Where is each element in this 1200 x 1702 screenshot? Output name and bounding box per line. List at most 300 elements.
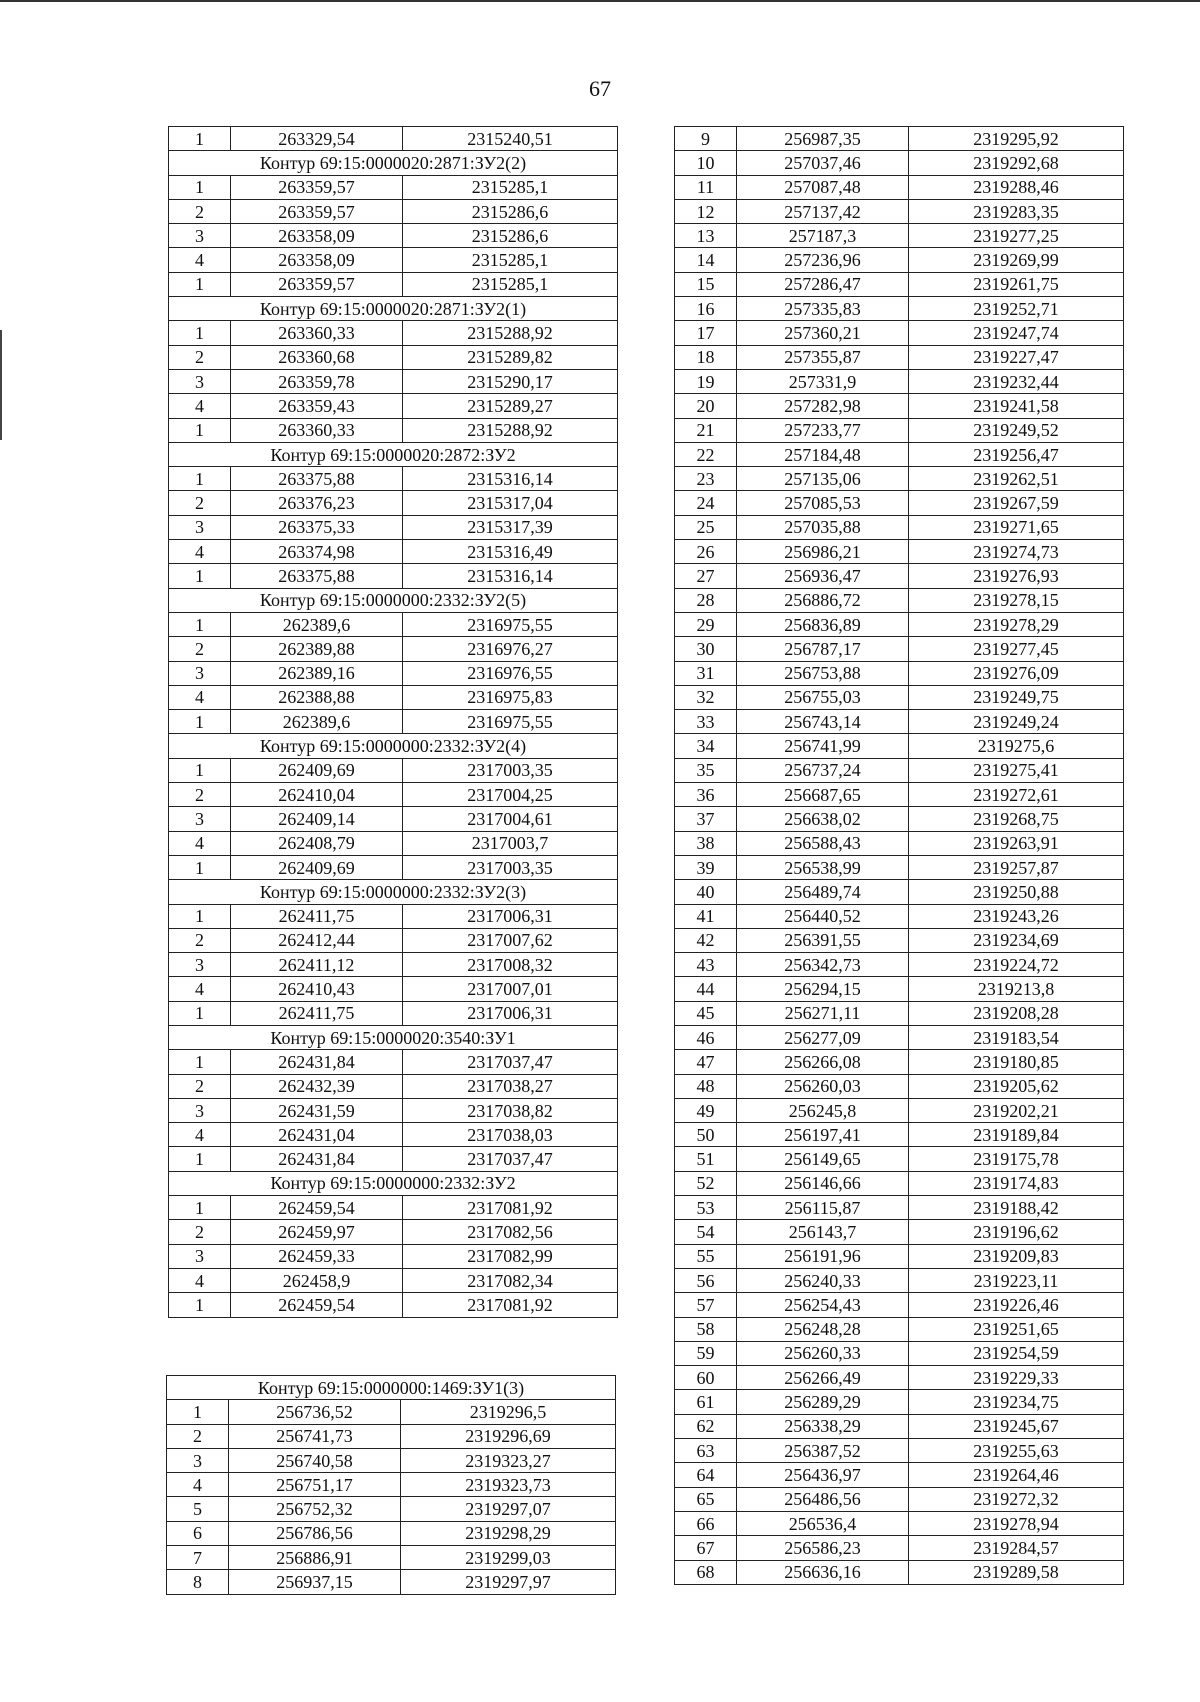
- point-number-cell: 56: [675, 1268, 737, 1292]
- x-coordinate-cell: 256436,97: [737, 1463, 909, 1487]
- table-row: [169, 418, 618, 442]
- table-row: [675, 1074, 1124, 1098]
- point-number-cell: 68: [675, 1560, 737, 1584]
- y-coordinate-cell: 2319296,5: [401, 1400, 616, 1424]
- contour-label: Контур 69:15:0000000:2332:ЗУ2(3): [169, 880, 618, 904]
- table-row: [675, 248, 1124, 272]
- table-row: [675, 831, 1124, 855]
- point-number-cell: 21: [675, 418, 737, 442]
- x-coordinate-cell: 256115,87: [737, 1196, 909, 1220]
- x-coordinate-cell: 263358,09: [231, 224, 403, 248]
- y-coordinate-cell: 2315316,49: [403, 540, 618, 564]
- x-coordinate-cell: 256260,33: [737, 1341, 909, 1365]
- point-number-cell: 51: [675, 1147, 737, 1171]
- y-coordinate-cell: 2319278,15: [909, 588, 1124, 612]
- x-coordinate-cell: 263360,33: [231, 418, 403, 442]
- point-number-cell: 52: [675, 1171, 737, 1195]
- point-number-cell: 5: [167, 1497, 229, 1521]
- y-coordinate-cell: 2319254,59: [909, 1341, 1124, 1365]
- table-row: [169, 904, 618, 928]
- x-coordinate-cell: 256737,24: [737, 758, 909, 782]
- y-coordinate-cell: 2319288,46: [909, 175, 1124, 199]
- x-coordinate-cell: 256387,52: [737, 1439, 909, 1463]
- point-number-cell: 16: [675, 297, 737, 321]
- x-coordinate-cell: 263329,54: [231, 127, 403, 151]
- x-coordinate-cell: 262459,97: [231, 1220, 403, 1244]
- y-coordinate-cell: 2316975,55: [403, 612, 618, 636]
- y-coordinate-cell: 2319283,35: [909, 199, 1124, 223]
- y-coordinate-cell: 2319271,65: [909, 515, 1124, 539]
- x-coordinate-cell: 256752,32: [229, 1497, 401, 1521]
- table-row: [675, 928, 1124, 952]
- point-number-cell: 4: [169, 1123, 231, 1147]
- y-coordinate-cell: 2315317,04: [403, 491, 618, 515]
- x-coordinate-cell: 256342,73: [737, 953, 909, 977]
- x-coordinate-cell: 256987,35: [737, 127, 909, 151]
- table-row: [169, 807, 618, 831]
- contour-label: Контур 69:15:0000000:2332:ЗУ2(4): [169, 734, 618, 758]
- y-coordinate-cell: 2319224,72: [909, 953, 1124, 977]
- point-number-cell: 40: [675, 880, 737, 904]
- point-number-cell: 1: [169, 564, 231, 588]
- point-number-cell: 27: [675, 564, 737, 588]
- point-number-cell: 4: [169, 1268, 231, 1292]
- x-coordinate-cell: 256786,56: [229, 1521, 401, 1545]
- x-coordinate-cell: 262409,69: [231, 758, 403, 782]
- x-coordinate-cell: 256277,09: [737, 1025, 909, 1049]
- x-coordinate-cell: 263359,43: [231, 394, 403, 418]
- table-row: [675, 297, 1124, 321]
- x-coordinate-cell: 262432,39: [231, 1074, 403, 1098]
- x-coordinate-cell: 256753,88: [737, 661, 909, 685]
- y-coordinate-cell: 2319323,27: [401, 1448, 616, 1472]
- point-number-cell: 19: [675, 369, 737, 393]
- y-coordinate-cell: 2317003,35: [403, 855, 618, 879]
- table-row: [675, 1147, 1124, 1171]
- table-row: [169, 1098, 618, 1122]
- point-number-cell: 2: [169, 345, 231, 369]
- table-row: [167, 1400, 616, 1424]
- y-coordinate-cell: 2319234,69: [909, 928, 1124, 952]
- table-row: [169, 953, 618, 977]
- y-coordinate-cell: 2317081,92: [403, 1196, 618, 1220]
- point-number-cell: 18: [675, 345, 737, 369]
- x-coordinate-cell: 257360,21: [737, 321, 909, 345]
- point-number-cell: 1: [169, 710, 231, 734]
- table-row: [169, 977, 618, 1001]
- point-number-cell: 1: [167, 1400, 229, 1424]
- point-number-cell: 61: [675, 1390, 737, 1414]
- y-coordinate-cell: 2315285,1: [403, 272, 618, 296]
- x-coordinate-cell: 262412,44: [231, 928, 403, 952]
- y-coordinate-cell: 2319277,45: [909, 637, 1124, 661]
- table-row: [675, 199, 1124, 223]
- point-number-cell: 4: [169, 977, 231, 1001]
- table-row: [675, 637, 1124, 661]
- x-coordinate-cell: 256787,17: [737, 637, 909, 661]
- y-coordinate-cell: 2319189,84: [909, 1123, 1124, 1147]
- x-coordinate-cell: 256248,28: [737, 1317, 909, 1341]
- table-row: [675, 710, 1124, 734]
- table-row: [167, 1546, 616, 1570]
- point-number-cell: 2: [169, 1220, 231, 1244]
- y-coordinate-cell: 2319249,24: [909, 710, 1124, 734]
- x-coordinate-cell: 263360,33: [231, 321, 403, 345]
- table-row: [169, 515, 618, 539]
- point-number-cell: 4: [169, 685, 231, 709]
- table-row: [675, 1366, 1124, 1390]
- y-coordinate-cell: 2319250,88: [909, 880, 1124, 904]
- y-coordinate-cell: 2319223,11: [909, 1268, 1124, 1292]
- contour-header-row: [167, 1376, 616, 1400]
- point-number-cell: 1: [169, 175, 231, 199]
- point-number-cell: 46: [675, 1025, 737, 1049]
- y-coordinate-cell: 2317037,47: [403, 1050, 618, 1074]
- y-coordinate-cell: 2319269,99: [909, 248, 1124, 272]
- x-coordinate-cell: 257135,06: [737, 467, 909, 491]
- x-coordinate-cell: 256440,52: [737, 904, 909, 928]
- x-coordinate-cell: 257035,88: [737, 515, 909, 539]
- table-row: [169, 1050, 618, 1074]
- y-coordinate-cell: 2317004,61: [403, 807, 618, 831]
- contour-label: Контур 69:15:0000000:2332:ЗУ2(5): [169, 588, 618, 612]
- point-number-cell: 24: [675, 491, 737, 515]
- x-coordinate-cell: 262431,59: [231, 1098, 403, 1122]
- table-row: [675, 394, 1124, 418]
- table-row: [169, 661, 618, 685]
- contour-label: Контур 69:15:0000020:2871:ЗУ2(1): [169, 297, 618, 321]
- table-row: [169, 467, 618, 491]
- point-number-cell: 33: [675, 710, 737, 734]
- point-number-cell: 4: [167, 1473, 229, 1497]
- point-number-cell: 11: [675, 175, 737, 199]
- y-coordinate-cell: 2319202,21: [909, 1098, 1124, 1122]
- y-coordinate-cell: 2316975,83: [403, 685, 618, 709]
- y-coordinate-cell: 2315286,6: [403, 224, 618, 248]
- y-coordinate-cell: 2319241,58: [909, 394, 1124, 418]
- point-number-cell: 44: [675, 977, 737, 1001]
- point-number-cell: 4: [169, 540, 231, 564]
- x-coordinate-cell: 256294,15: [737, 977, 909, 1001]
- x-coordinate-cell: 263375,33: [231, 515, 403, 539]
- point-number-cell: 55: [675, 1244, 737, 1268]
- x-coordinate-cell: 263375,88: [231, 564, 403, 588]
- point-number-cell: 3: [169, 1098, 231, 1122]
- page-number: 67: [589, 76, 611, 101]
- table-row: [675, 1196, 1124, 1220]
- point-number-cell: 2: [169, 199, 231, 223]
- x-coordinate-cell: 262411,12: [231, 953, 403, 977]
- table-row: [675, 685, 1124, 709]
- table-row: [675, 491, 1124, 515]
- y-coordinate-cell: 2319251,65: [909, 1317, 1124, 1341]
- y-coordinate-cell: 2317006,31: [403, 904, 618, 928]
- y-coordinate-cell: 2319229,33: [909, 1366, 1124, 1390]
- table-row: [675, 661, 1124, 685]
- point-number-cell: 2: [169, 1074, 231, 1098]
- table-row: [675, 807, 1124, 831]
- table-row: [675, 127, 1124, 151]
- point-number-cell: 26: [675, 540, 737, 564]
- contour-header-row: [169, 1025, 618, 1049]
- x-coordinate-cell: 257187,3: [737, 224, 909, 248]
- x-coordinate-cell: 256245,8: [737, 1098, 909, 1122]
- y-coordinate-cell: 2319272,32: [909, 1487, 1124, 1511]
- point-number-cell: 9: [675, 127, 737, 151]
- x-coordinate-cell: 256143,7: [737, 1220, 909, 1244]
- point-number-cell: 38: [675, 831, 737, 855]
- point-number-cell: 66: [675, 1511, 737, 1535]
- point-number-cell: 3: [169, 369, 231, 393]
- point-number-cell: 60: [675, 1366, 737, 1390]
- point-number-cell: 43: [675, 953, 737, 977]
- y-coordinate-cell: 2319175,78: [909, 1147, 1124, 1171]
- table-row: [675, 418, 1124, 442]
- table-row: [169, 248, 618, 272]
- table-row: [675, 515, 1124, 539]
- point-number-cell: 48: [675, 1074, 737, 1098]
- y-coordinate-cell: 2317038,27: [403, 1074, 618, 1098]
- x-coordinate-cell: 256886,72: [737, 588, 909, 612]
- y-coordinate-cell: 2315316,14: [403, 467, 618, 491]
- y-coordinate-cell: 2315285,1: [403, 175, 618, 199]
- y-coordinate-cell: 2319180,85: [909, 1050, 1124, 1074]
- x-coordinate-cell: 262458,9: [231, 1268, 403, 1292]
- y-coordinate-cell: 2319276,93: [909, 564, 1124, 588]
- x-coordinate-cell: 262389,16: [231, 661, 403, 685]
- x-coordinate-cell: 256736,52: [229, 1400, 401, 1424]
- y-coordinate-cell: 2317081,92: [403, 1293, 618, 1317]
- y-coordinate-cell: 2319299,03: [401, 1546, 616, 1570]
- table-row: [675, 175, 1124, 199]
- point-number-cell: 37: [675, 807, 737, 831]
- table-row: [675, 1414, 1124, 1438]
- table-row: [675, 953, 1124, 977]
- x-coordinate-cell: 256836,89: [737, 612, 909, 636]
- y-coordinate-cell: 2319323,73: [401, 1473, 616, 1497]
- x-coordinate-cell: 256538,99: [737, 855, 909, 879]
- contour-header-row: [169, 151, 618, 175]
- table-row: [675, 612, 1124, 636]
- table-row: [169, 1001, 618, 1025]
- point-number-cell: 14: [675, 248, 737, 272]
- point-number-cell: 7: [167, 1546, 229, 1570]
- y-coordinate-cell: 2319278,94: [909, 1511, 1124, 1535]
- x-coordinate-cell: 256588,43: [737, 831, 909, 855]
- y-coordinate-cell: 2319243,26: [909, 904, 1124, 928]
- x-coordinate-cell: 256260,03: [737, 1074, 909, 1098]
- y-coordinate-cell: 2317003,35: [403, 758, 618, 782]
- point-number-cell: 3: [169, 807, 231, 831]
- x-coordinate-cell: 256741,73: [229, 1424, 401, 1448]
- table-row: [167, 1521, 616, 1545]
- point-number-cell: 45: [675, 1001, 737, 1025]
- x-coordinate-cell: 256638,02: [737, 807, 909, 831]
- x-coordinate-cell: 256254,43: [737, 1293, 909, 1317]
- contour-header-row: [169, 734, 618, 758]
- x-coordinate-cell: 263359,57: [231, 175, 403, 199]
- y-coordinate-cell: 2317006,31: [403, 1001, 618, 1025]
- table-row: [169, 710, 618, 734]
- point-number-cell: 2: [167, 1424, 229, 1448]
- point-number-cell: 20: [675, 394, 737, 418]
- table-row: [675, 1536, 1124, 1560]
- x-coordinate-cell: 262389,6: [231, 612, 403, 636]
- x-coordinate-cell: 256271,11: [737, 1001, 909, 1025]
- x-coordinate-cell: 256636,16: [737, 1560, 909, 1584]
- table-row: [169, 612, 618, 636]
- y-coordinate-cell: 2319276,09: [909, 661, 1124, 685]
- x-coordinate-cell: 257233,77: [737, 418, 909, 442]
- x-coordinate-cell: 262459,33: [231, 1244, 403, 1268]
- contour-header-row: [169, 880, 618, 904]
- point-number-cell: 1: [169, 1147, 231, 1171]
- contour-header-row: [169, 588, 618, 612]
- table-row: [675, 1341, 1124, 1365]
- x-coordinate-cell: 256266,49: [737, 1366, 909, 1390]
- point-number-cell: 1: [169, 272, 231, 296]
- y-coordinate-cell: 2319263,91: [909, 831, 1124, 855]
- table-row: [675, 1268, 1124, 1292]
- y-coordinate-cell: 2319209,83: [909, 1244, 1124, 1268]
- table-row: [675, 1123, 1124, 1147]
- table-row: [169, 199, 618, 223]
- x-coordinate-cell: 262431,84: [231, 1147, 403, 1171]
- table-row: [675, 904, 1124, 928]
- y-coordinate-cell: 2319278,29: [909, 612, 1124, 636]
- table-row: [169, 491, 618, 515]
- y-coordinate-cell: 2319297,97: [401, 1570, 616, 1594]
- x-coordinate-cell: 257037,46: [737, 151, 909, 175]
- point-number-cell: 8: [167, 1570, 229, 1594]
- table-row: [169, 1244, 618, 1268]
- y-coordinate-cell: 2319262,51: [909, 467, 1124, 491]
- point-number-cell: 1: [169, 1001, 231, 1025]
- y-coordinate-cell: 2319226,46: [909, 1293, 1124, 1317]
- x-coordinate-cell: 257286,47: [737, 272, 909, 296]
- x-coordinate-cell: 256191,96: [737, 1244, 909, 1268]
- table-row: [675, 1293, 1124, 1317]
- y-coordinate-cell: 2315288,92: [403, 321, 618, 345]
- point-number-cell: 63: [675, 1439, 737, 1463]
- point-number-cell: 30: [675, 637, 737, 661]
- point-number-cell: 1: [169, 612, 231, 636]
- y-coordinate-cell: 2317038,82: [403, 1098, 618, 1122]
- table-row: [167, 1570, 616, 1594]
- point-number-cell: 29: [675, 612, 737, 636]
- x-coordinate-cell: 256586,23: [737, 1536, 909, 1560]
- table-row: [675, 1463, 1124, 1487]
- table-row: [675, 1025, 1124, 1049]
- y-coordinate-cell: 2317082,56: [403, 1220, 618, 1244]
- y-coordinate-cell: 2319272,61: [909, 783, 1124, 807]
- x-coordinate-cell: 256687,65: [737, 783, 909, 807]
- table-row: [675, 783, 1124, 807]
- x-coordinate-cell: 262459,54: [231, 1196, 403, 1220]
- point-number-cell: 62: [675, 1414, 737, 1438]
- table-row: [675, 467, 1124, 491]
- point-number-cell: 25: [675, 515, 737, 539]
- y-coordinate-cell: 2319277,25: [909, 224, 1124, 248]
- point-number-cell: 58: [675, 1317, 737, 1341]
- point-number-cell: 53: [675, 1196, 737, 1220]
- point-number-cell: 15: [675, 272, 737, 296]
- table-row: [169, 272, 618, 296]
- y-coordinate-cell: 2319274,73: [909, 540, 1124, 564]
- point-number-cell: 1: [169, 1050, 231, 1074]
- x-coordinate-cell: 256146,66: [737, 1171, 909, 1195]
- y-coordinate-cell: 2317008,32: [403, 953, 618, 977]
- x-coordinate-cell: 263376,23: [231, 491, 403, 515]
- point-number-cell: 13: [675, 224, 737, 248]
- table-row: [675, 1244, 1124, 1268]
- table-row: [167, 1497, 616, 1521]
- point-number-cell: 1: [169, 855, 231, 879]
- table-row: [675, 369, 1124, 393]
- point-number-cell: 23: [675, 467, 737, 491]
- y-coordinate-cell: 2319213,8: [909, 977, 1124, 1001]
- contour-label: Контур 69:15:0000020:3540:ЗУ1: [169, 1025, 618, 1049]
- table-row: [675, 224, 1124, 248]
- y-coordinate-cell: 2316976,55: [403, 661, 618, 685]
- point-number-cell: 2: [169, 783, 231, 807]
- contour-label: Контур 69:15:0000000:1469:ЗУ1(3): [167, 1376, 616, 1400]
- y-coordinate-cell: 2319255,63: [909, 1439, 1124, 1463]
- x-coordinate-cell: 263374,98: [231, 540, 403, 564]
- table-row: [675, 345, 1124, 369]
- y-coordinate-cell: 2315289,82: [403, 345, 618, 369]
- x-coordinate-cell: 262408,79: [231, 831, 403, 855]
- point-number-cell: 42: [675, 928, 737, 952]
- x-coordinate-cell: 256338,29: [737, 1414, 909, 1438]
- x-coordinate-cell: 256197,41: [737, 1123, 909, 1147]
- x-coordinate-cell: 256289,29: [737, 1390, 909, 1414]
- point-number-cell: 1: [169, 418, 231, 442]
- x-coordinate-cell: 256741,99: [737, 734, 909, 758]
- point-number-cell: 1: [169, 467, 231, 491]
- y-coordinate-cell: 2319183,54: [909, 1025, 1124, 1049]
- contour-label: Контур 69:15:0000020:2871:ЗУ2(2): [169, 151, 618, 175]
- x-coordinate-cell: 257335,83: [737, 297, 909, 321]
- x-coordinate-cell: 256937,15: [229, 1570, 401, 1594]
- y-coordinate-cell: 2319289,58: [909, 1560, 1124, 1584]
- table-row: [167, 1473, 616, 1497]
- table-row: [169, 831, 618, 855]
- y-coordinate-cell: 2316975,55: [403, 710, 618, 734]
- x-coordinate-cell: 262388,88: [231, 685, 403, 709]
- point-number-cell: 59: [675, 1341, 737, 1365]
- point-number-cell: 28: [675, 588, 737, 612]
- point-number-cell: 49: [675, 1098, 737, 1122]
- table-row: [675, 1560, 1124, 1584]
- y-coordinate-cell: 2319234,75: [909, 1390, 1124, 1414]
- point-number-cell: 3: [169, 224, 231, 248]
- y-coordinate-cell: 2319256,47: [909, 442, 1124, 466]
- y-coordinate-cell: 2319298,29: [401, 1521, 616, 1545]
- x-coordinate-cell: 263360,68: [231, 345, 403, 369]
- x-coordinate-cell: 257282,98: [737, 394, 909, 418]
- point-number-cell: 4: [169, 831, 231, 855]
- contour-label: Контур 69:15:0000000:2332:ЗУ2: [169, 1171, 618, 1195]
- x-coordinate-cell: 262410,04: [231, 783, 403, 807]
- table-row: [675, 442, 1124, 466]
- x-coordinate-cell: 256149,65: [737, 1147, 909, 1171]
- point-number-cell: 47: [675, 1050, 737, 1074]
- table-row: [675, 1098, 1124, 1122]
- x-coordinate-cell: 262411,75: [231, 1001, 403, 1025]
- point-number-cell: 12: [675, 199, 737, 223]
- y-coordinate-cell: 2317007,62: [403, 928, 618, 952]
